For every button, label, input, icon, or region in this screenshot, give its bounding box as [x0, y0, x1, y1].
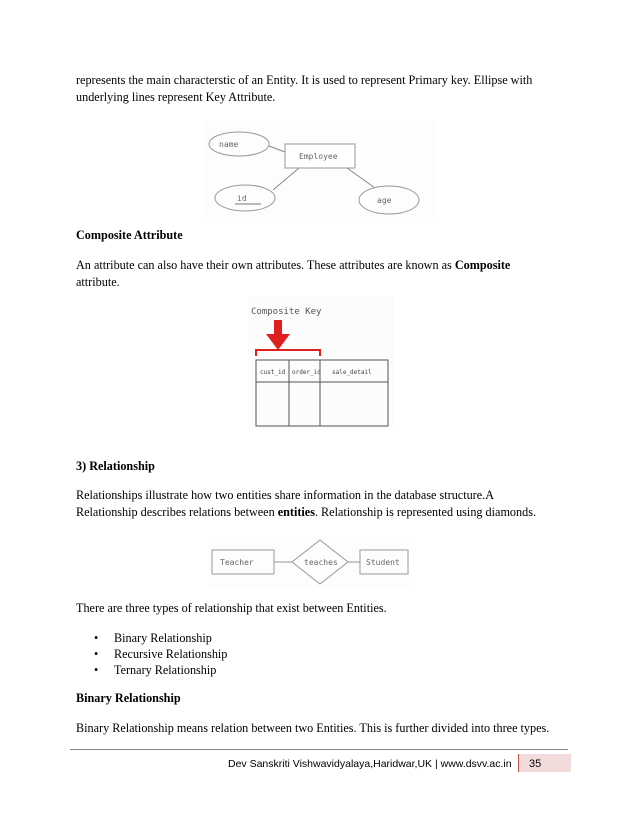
relationship-line-2 [76, 504, 536, 521]
intro-line-2: underlying lines represent Key Attribute. [76, 90, 276, 104]
name-label: name [219, 140, 239, 149]
relationship-diagram [208, 536, 410, 588]
relationship-bold-term: entities [277, 505, 315, 519]
page-number-box [518, 754, 571, 772]
binary-text: Binary Relationship means relation between two Entities. This is further divided into three types. [76, 721, 550, 735]
composite-bold-term: Composite [454, 258, 511, 272]
footer-text: Dev Sanskriti Vishwavidyalaya,Haridwar,UK | www.dsvv.ac.in [228, 758, 512, 770]
composite-key-label: Composite Key [251, 307, 322, 317]
student-label: Student [366, 558, 400, 567]
relationship-line-1: Relationships illustrate how two entities share information in the database structure.A [76, 488, 494, 502]
column-order-id: order_id [292, 369, 321, 376]
composite-heading: Composite Attribute [76, 228, 183, 242]
employee-label: Employee [299, 152, 338, 161]
composite-line-2: attribute. [76, 275, 120, 289]
types-intro: There are three types of relationship that exist between Entities. [76, 601, 387, 615]
list-item: • Ternary Relationship [76, 662, 227, 678]
teacher-label: Teacher [220, 558, 254, 567]
age-label: age [377, 196, 392, 205]
key-attribute-diagram [205, 120, 437, 222]
footer-divider [70, 749, 568, 750]
relationship-heading: 3) Relationship [76, 459, 155, 473]
list-item: • Recursive Relationship [76, 646, 227, 662]
id-label: id [237, 194, 247, 203]
page-number: 35 [529, 758, 542, 770]
teaches-label: teaches [304, 558, 338, 567]
composite-key-diagram [248, 296, 394, 428]
composite-line-1 [76, 257, 510, 274]
relationship-types-list [76, 630, 227, 678]
composite-line-1-text: An attribute can also have their own attributes. These attributes are known as [76, 258, 455, 272]
relationship-line-2-post: . Relationship is represented using diamonds. [314, 505, 536, 519]
intro-line-1: represents the main characterstic of an Entity. It is used to represent Primary key. Ellipse with [76, 73, 533, 87]
list-item: • Binary Relationship [76, 630, 227, 646]
relationship-line-2-pre: Relationship describes relations between [76, 505, 278, 519]
column-sale-detail: sale_detail [332, 369, 372, 376]
column-cust-id: cust_id [260, 369, 286, 376]
binary-heading: Binary Relationship [76, 691, 181, 705]
